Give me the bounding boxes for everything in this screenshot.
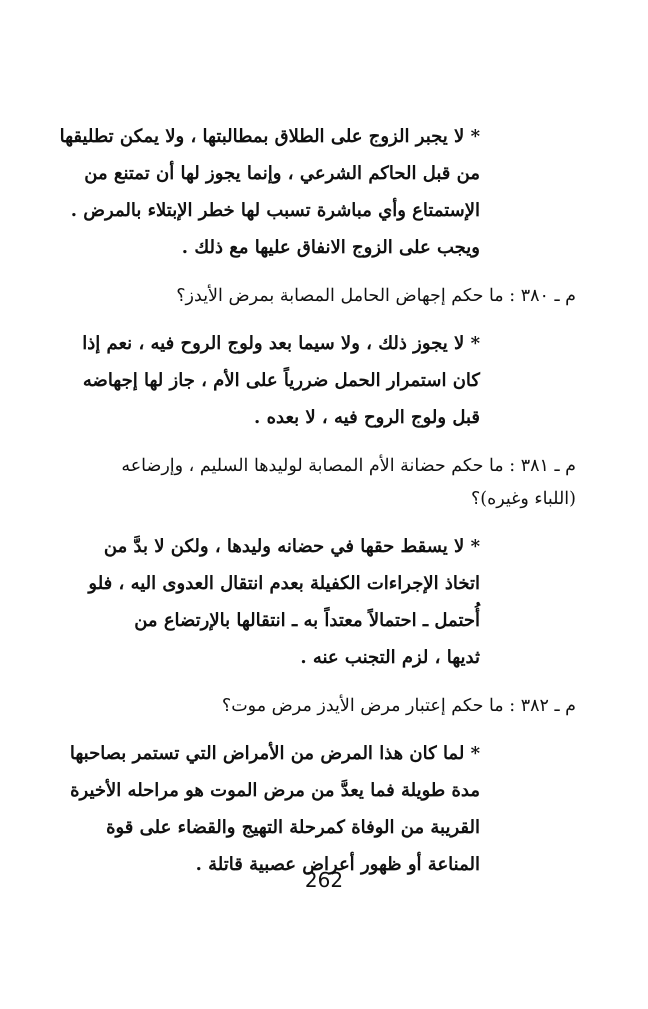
- answer-block-3: [18, 528, 480, 676]
- text-column: [18, 118, 586, 883]
- question-381: [18, 450, 576, 516]
- page-number: 262: [304, 868, 344, 892]
- text-line: ثديها ، لزم التجنب عنه .: [300, 647, 480, 668]
- answer-block-1: [18, 118, 480, 266]
- text-line: * لما كان هذا المرض من الأمراض التي تستمر بصاحبها: [69, 743, 480, 764]
- question-382: [18, 690, 576, 723]
- text-line: كان استمرار الحمل ضررياً على الأم ، جاز لها إجهاضه: [82, 370, 480, 391]
- text-line: (اللباء وغيره)؟: [470, 489, 576, 509]
- text-line: مدة طويلة فما يعدَّ من مرض الموت هو مراحله الأخيرة: [70, 780, 480, 801]
- text-line: الإستمتاع وأي مباشرة تسبب لها خطر الإبتلاء بالمرض .: [70, 200, 480, 221]
- text-line: م ـ ٣٨١ : ما حكم حضانة الأم المصابة لوليدها السليم ، وإرضاعه: [121, 456, 576, 476]
- text-line: ويجب على الزوج الانفاق عليها مع ذلك .: [181, 237, 480, 258]
- text-line: القريبة من الوفاة كمرحلة التهيج والقضاء على قوة: [106, 817, 480, 838]
- question-380: [18, 280, 576, 313]
- text-line: قبل ولوج الروح فيه ، لا بعده .: [254, 407, 480, 428]
- text-line: من قبل الحاكم الشرعي ، وإنما يجوز لها أن تمتنع من: [84, 163, 480, 184]
- text-line: م ـ ٣٨٢ : ما حكم إعتبار مرض الأيدز مرض موت؟: [221, 696, 576, 716]
- text-line: * لا يجبر الزوج على الطلاق بمطالبتها ، ولا يمكن تطليقها: [59, 126, 480, 147]
- answer-block-4: [18, 735, 480, 883]
- text-line: المناعة أو ظهور أعراض عصبية قاتلة .: [195, 854, 480, 875]
- text-line: * لا يجوز ذلك ، ولا سيما بعد ولوج الروح فيه ، نعم إذا: [82, 333, 480, 354]
- text-line: * لا يسقط حقها في حضانه وليدها ، ولكن لا بدَّ من: [103, 536, 480, 557]
- answer-block-2: [18, 325, 480, 436]
- text-line: م ـ ٣٨٠ : ما حكم إجهاض الحامل المصابة بمرض الأيدز؟: [176, 286, 576, 306]
- text-line: أُحتمل ـ احتمالاً معتداً به ـ انتقالها بالإرتضاع من: [134, 610, 480, 631]
- text-line: اتخاذ الإجراءات الكفيلة بعدم انتقال العدوى اليه ، فلو: [88, 573, 480, 594]
